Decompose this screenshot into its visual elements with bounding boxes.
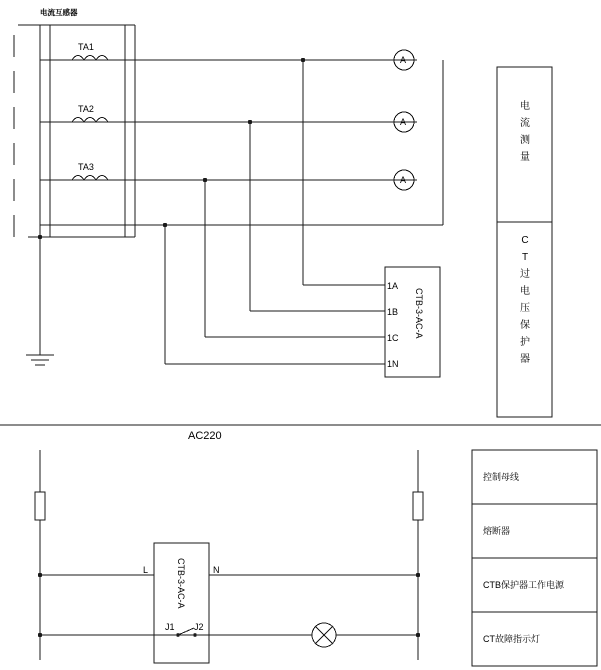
ct-group-title: 电流互感器 [40, 8, 78, 17]
legend-top-item-1: 电 流 测 量 [520, 101, 530, 163]
ammeter-label-1: A [400, 55, 407, 65]
ct-label-ta1: TA1 [78, 42, 94, 52]
ct-label-ta3: TA3 [78, 162, 94, 172]
terminal-1b: 1B [387, 307, 399, 317]
terminal-j1: J1 [165, 622, 175, 632]
terminal-j2: J2 [194, 622, 204, 632]
terminal-1c: 1C [387, 333, 399, 343]
legend-bottom-item-4: CT故障指示灯 [483, 634, 540, 644]
ct-label-ta2: TA2 [78, 104, 94, 114]
ac-supply-label: AC220 [188, 430, 222, 442]
legend-bottom-item-2: 熔断器 [483, 526, 511, 536]
legend-bottom-item-1: 控制母线 [483, 472, 520, 482]
device-label-top: CTB-3-AC-A [414, 288, 424, 339]
legend-bottom-item-3: CTB保护器工作电源 [483, 580, 565, 590]
ammeter-label-3: A [400, 175, 407, 185]
device-label-bottom: CTB-3-AC-A [176, 558, 186, 609]
ammeter-label-2: A [400, 117, 407, 127]
terminal-l: L [143, 565, 149, 575]
terminal-n: N [213, 565, 220, 575]
terminal-1n: 1N [387, 359, 399, 369]
legend-top-item-2: C T 过 电 压 保 护 器 [520, 235, 530, 365]
terminal-1a: 1A [387, 281, 399, 291]
